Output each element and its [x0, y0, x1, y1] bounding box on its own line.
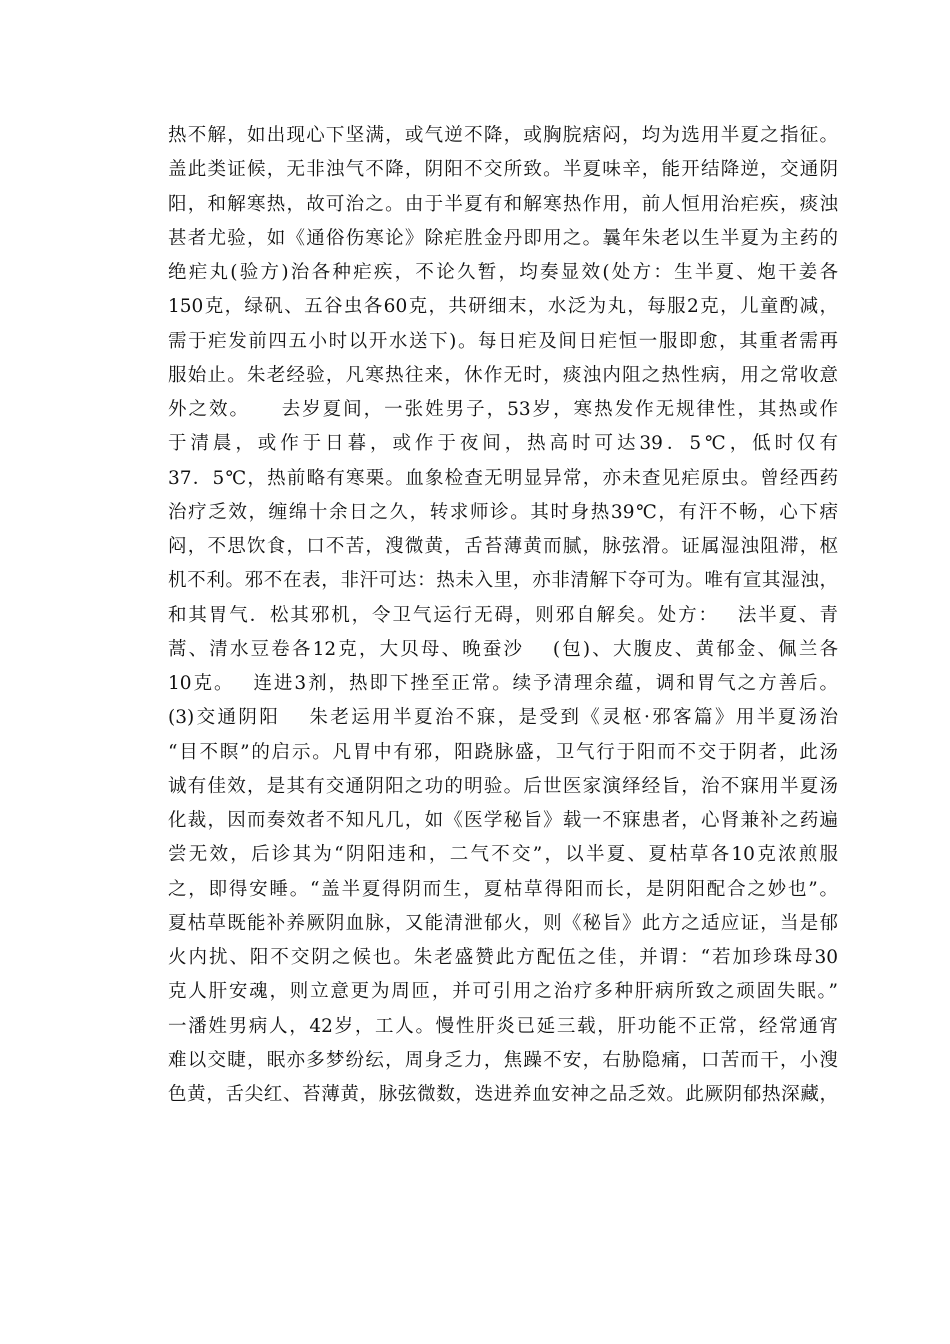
text-line: 治疗乏效，缠绵十余日之久，转求师诊。其时身热39℃，有汗不畅，心下痞: [168, 501, 838, 523]
text-line: 闷，不思饮食，口不苦，溲微黄，舌苔薄黄而腻，脉弦滑。证属湿浊阻滞，枢: [168, 536, 838, 557]
text-line: 盖此类证候，无非浊气不降，阴阳不交所致。半夏味辛，能开结降逆，交通阴: [168, 159, 838, 181]
text-line: 火内扰、阳不交阴之候也。朱老盛赞此方配伍之佳，并谓：“若加珍珠母30: [168, 947, 838, 968]
text-line: 阳，和解寒热，故可治之。由于半夏有和解寒热作用，前人恒用治疟疾，痰浊: [168, 193, 838, 215]
text-line: 150克，绿矾、五谷虫各60克，共研细末，水泛为丸，每服2克，儿童酌减，: [168, 296, 838, 318]
text-line: 绝疟丸(验方)治各种疟疾，不论久暂，均奏显效(处方：生半夏、炮干姜各: [168, 262, 838, 283]
text-line: 服始止。朱老经验，凡寒热往来，休作无时，痰浊内阻之热性病，用之常收意: [168, 364, 838, 386]
text-line: 需于疟发前四五小时以开水送下)。每日疟及间日疟恒一服即愈，其重者需再: [168, 330, 838, 352]
text-line: 甚者尤验，如《通俗伤寒论》除疟胜金丹即用之。曩年朱老以生半夏为主药的: [168, 227, 838, 249]
text-line: 37．5℃，热前略有寒栗。血象检查无明显异常，亦未查见疟原虫。曾经西药: [168, 467, 838, 489]
text-line: 和其胃气．松其邪机，令卫气运行无碍，则邪自解矣。处方： 法半夏、青: [168, 604, 838, 626]
text-line: 诚有佳效，是其有交通阴阳之功的明验。后世医家演绎经旨，治不寐用半夏汤: [168, 775, 838, 797]
text-line: 尝无效，后诊其为“阴阳违和，二气不交”，以半夏、夏枯草各10克浓煎服: [168, 844, 838, 866]
text-line: 夏枯草既能补养厥阴血脉，又能清泄郁火，则《秘旨》此方之适应证，当是郁: [168, 912, 838, 934]
text-line: 蒿、清水豆卷各12克，大贝母、晚蚕沙 (包)、大腹皮、黄郁金、佩兰各: [168, 638, 838, 660]
text-line: 热不解，如出现心下坚满，或气逆不降，或胸脘痞闷，均为选用半夏之指征。: [168, 125, 838, 146]
body-text: [168, 119, 838, 1112]
text-line: 外之效。 去岁夏间，一张姓男子，53岁，寒热发作无规律性，其热或作: [168, 399, 838, 420]
text-line: 克人肝安魂，则立意更为周匝，并可引用之治疗多种肝病所致之顽固失眠。”: [168, 981, 838, 1003]
text-line: 之，即得安睡。“盖半夏得阴而生，夏枯草得阳而长，是阴阳配合之妙也”。: [168, 878, 838, 900]
text-line: “目不瞑”的启示。凡胃中有邪，阳跷脉盛，卫气行于阳而不交于阴者，此汤: [168, 741, 838, 763]
text-line: 10克。 连进3剂，热即下挫至正常。续予清理余蕴，调和胃气之方善后。: [168, 673, 838, 694]
text-line: 一潘姓男病人，42岁，工人。慢性肝炎已延三载，肝功能不正常，经常通宵: [168, 1015, 838, 1037]
text-line: 于清晨，或作于日暮，或作于夜间，热高时可达39．5℃，低时仅有: [168, 433, 838, 455]
text-line: 机不利。邪不在表，非汗可达：热未入里，亦非清解下夺可为。唯有宣其湿浊，: [168, 570, 838, 592]
text-line: 难以交睫，眠亦多梦纷纭，周身乏力，焦躁不安，右胁隐痛，口苦而干，小溲: [168, 1049, 838, 1071]
text-line: (3)交通阴阳 朱老运用半夏治不寐，是受到《灵枢·邪客篇》用半夏汤治: [168, 707, 838, 729]
text-line: 色黄，舌尖红、苔薄黄，脉弦微数，迭进养血安神之品乏效。此厥阴郁热深藏，: [168, 1084, 838, 1105]
text-line: 化裁，因而奏效者不知凡几，如《医学秘旨》载一不寐患者，心肾兼补之药遍: [168, 810, 838, 831]
